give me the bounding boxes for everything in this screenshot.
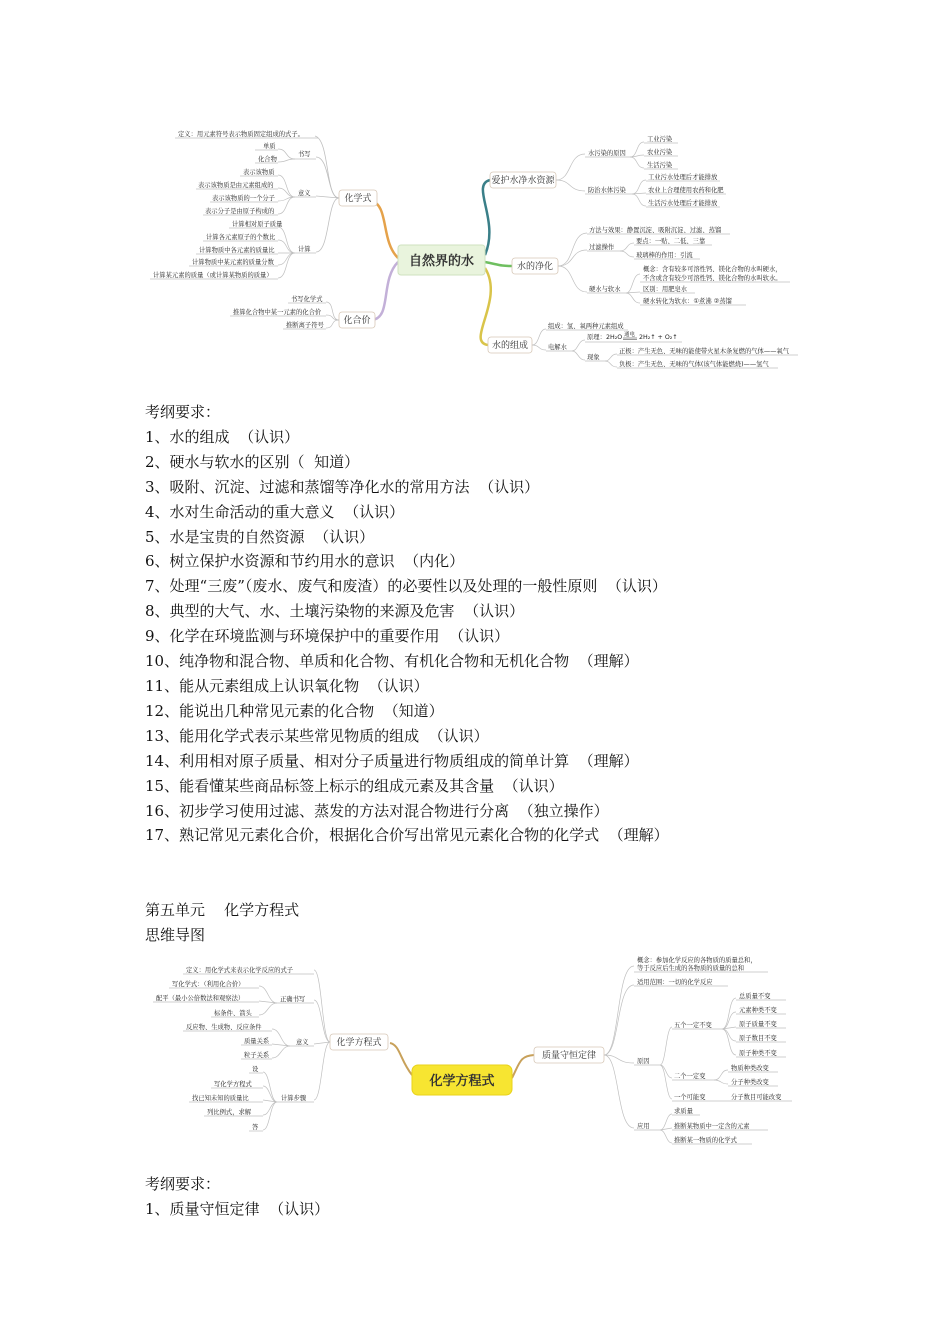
node-two-1: 物质种类改变: [731, 1065, 769, 1072]
requirement-item: 12、能说出几种常见元素的化合物 （知道）: [145, 701, 444, 720]
node-eq-meaning-1: 反应物、生成物、反应条件: [186, 1024, 262, 1031]
node-meaning-1: 表示该物质: [243, 169, 275, 176]
node-correct: 正确书写: [280, 996, 306, 1003]
node-pollution-1: 工业污染: [647, 136, 673, 143]
node-concept-1: 概念：含有较多可溶性钙、镁化合物的水叫硬水，: [643, 266, 782, 273]
node-element: 单质: [263, 143, 276, 150]
branch-protect: 爱护水净水资源: [491, 176, 555, 186]
node-two-change: 二个一定变: [674, 1073, 706, 1080]
branch-law: 质量守恒定律: [541, 1051, 597, 1061]
node-valence-2: 推算化合物中某一元素的化合价: [233, 309, 322, 316]
node-pollution-2: 农业污染: [647, 149, 673, 156]
center-label: 自然界的水: [408, 254, 475, 269]
node-calc-4: 计算物质中某元素的质量分数: [192, 259, 274, 266]
node-eq-meaning: 意义: [296, 1039, 309, 1046]
requirements-heading: 考纲要求：: [145, 403, 221, 421]
requirement-item: 11、能从元素组成上认识氧化物 （认识）: [145, 676, 429, 695]
node-methods: 方法与效果：静置沉淀、吸附沉淀、过滤、蒸馏: [589, 227, 722, 234]
node-maybe: 一个可能变: [674, 1094, 706, 1101]
node-steps: 计算步骤: [281, 1095, 307, 1102]
node-two-2: 分子种类改变: [731, 1079, 769, 1086]
node-calc-5: 计算某元素的质量（或计算某物质的质量）: [153, 272, 273, 279]
branch-equation: 化学方程式: [336, 1038, 382, 1048]
requirement-item: 1、质量守恒定律 （认识）: [145, 1199, 330, 1218]
node-five-4: 原子数目不变: [739, 1035, 777, 1042]
node-write: 书写: [298, 151, 311, 158]
node-meaning-2: 表示该物质是由元素组成的: [198, 182, 274, 189]
node-reason: 原因: [637, 1058, 650, 1065]
node-meaning-4: 表示分子是由原子构成的: [205, 208, 275, 215]
node-pollution-cause: 水污染的原因: [588, 150, 626, 157]
node-step-2: 写化学方程式: [214, 1081, 252, 1088]
node-valence-1: 书写化学式: [291, 296, 323, 303]
node-five-1: 总质量不变: [739, 993, 771, 1000]
node-law-scope: 适用范围：一切的化学反应: [637, 979, 713, 986]
node-maybe-1: 分子数目可能改变: [731, 1094, 782, 1101]
node-compound: 化合物: [258, 156, 277, 163]
requirement-item: 6、树立保护水资源和节约用水的意识 （内化）: [145, 552, 465, 571]
requirement-item: 2、硬水与软水的区别（ 知道）: [145, 452, 360, 471]
node-soften: 硬水转化为软水：①煮沸 ②蒸馏: [643, 298, 732, 305]
requirement-item: 5、水是宝贵的自然资源 （认识）: [145, 527, 375, 546]
node-filter: 过滤操作: [589, 244, 615, 251]
node-apply: 应用: [637, 1123, 650, 1130]
requirement-item: 16、初步学习使用过滤、蒸发的方法对混合物进行分离 （独立操作）: [145, 801, 609, 820]
requirement-item: 13、能用化学式表示某些常见物质的组成 （认识）: [145, 726, 489, 745]
node-hard-soft: 硬水与软水: [589, 286, 621, 293]
node-calc: 计算: [298, 246, 311, 253]
node-prevent-3: 生活污水处理后才能排放: [648, 200, 718, 207]
node-principle: 原理：: [587, 334, 606, 341]
branch-valence: 化合价: [343, 316, 371, 326]
node-distinguish: 区别：用肥皂水: [643, 286, 688, 293]
node-makeup: 组成：氢、氧两种元素组成: [548, 323, 624, 330]
mind-map-label: 思维导图: [145, 925, 206, 944]
node-correct-3: 标条件、箭头: [214, 1010, 252, 1017]
requirement-item: 7、处理“三废”（废水、废气和废渣）的必要性以及处理的一般性原则 （认识）: [145, 577, 667, 596]
requirement-item: 1、水的组成 （认识）: [145, 427, 300, 446]
branch-chem-formula: 化学式: [344, 194, 372, 204]
node-eq-definition: 定义：用化学式来表示化学反应的式子: [186, 967, 294, 974]
node-positive: 正极：产生无色、无味的能使带火星木条复燃的气体——氧气: [619, 348, 790, 355]
node-eq-meaning-2: 质量关系: [244, 1038, 270, 1045]
node-prevent-2: 农业上合理使用农药和化肥: [648, 187, 724, 194]
center-label-2: 化学方程式: [429, 1074, 495, 1089]
node-phenomenon: 现象: [587, 354, 600, 361]
equation-condition: 通电: [624, 332, 636, 338]
node-concept-2: 不含或含有较少可溶性钙、镁化合物的水叫软水。: [643, 275, 782, 282]
node-meaning: 意义: [298, 190, 311, 197]
node-valence-3: 推断离子符号: [286, 322, 324, 329]
exam-requirements-1: [145, 400, 669, 848]
node-prevent-1: 工业污水处理后才能排放: [648, 174, 718, 181]
branch-composition: 水的组成: [491, 341, 529, 351]
requirement-item: 10、纯净物和混合物、单质和化合物、有机化合物和无机化合物 （理解）: [145, 652, 639, 671]
requirements-heading-2: 考纲要求：: [145, 1175, 221, 1193]
node-step-3: 找已知未知的质量比: [192, 1095, 249, 1102]
mind-map-equation: [0, 950, 950, 1155]
node-calc-3: 计算物质中各元素的质量比: [199, 247, 275, 254]
requirement-item: 3、吸附、沉淀、过滤和蒸馏等净化水的常用方法 （认识）: [145, 477, 540, 496]
unit5-heading: [145, 898, 299, 948]
node-correct-2: 配平（最小公倍数法和观察法）: [156, 995, 245, 1002]
node-pollution-3: 生活污染: [647, 162, 673, 169]
node-prevent: 防治水体污染: [588, 187, 626, 194]
exam-requirements-2: [145, 1172, 329, 1222]
node-definition: 定义：用元素符号表示物质固定组成的式子。: [178, 131, 304, 138]
node-calc-2: 计算各元素原子的个数比: [206, 234, 276, 241]
equation-left: 2H₂O: [606, 334, 623, 341]
node-apply-1: 求质量: [674, 1108, 693, 1115]
unit-title: 第五单元 化学方程式: [145, 901, 300, 919]
node-electrolysis: 电解水: [548, 344, 567, 351]
node-five-5: 原子种类不变: [739, 1050, 777, 1057]
node-eq-meaning-3: 粒子关系: [244, 1052, 270, 1059]
node-meaning-3: 表示该物质的一个分子: [212, 195, 275, 202]
requirement-item: 9、化学在环境监测与环境保护中的重要作用 （认识）: [145, 627, 510, 646]
node-correct-1: 写化学式：（利用化合价）: [172, 981, 245, 988]
node-five-2: 元素种类不变: [739, 1007, 777, 1014]
mind-map-water: [0, 0, 950, 390]
node-law-concept-2: 等于反应后生成的各物质的质量的总和: [637, 965, 745, 972]
node-filter-1: 要点：一贴、二低、三靠: [636, 238, 706, 245]
node-calc-1: 计算相对原子质量: [232, 221, 283, 228]
node-step-1: 设: [252, 1066, 259, 1073]
node-apply-3: 推断某一物质的化学式: [674, 1137, 737, 1144]
node-filter-2: 玻璃棒的作用：引流: [636, 252, 693, 259]
requirement-item: 4、水对生命活动的重大意义 （认识）: [145, 502, 405, 521]
node-negative: 负极：产生无色、无味的气体(该气体能燃烧)——氢气: [619, 361, 769, 368]
requirement-item: 8、典型的大气、水、土壤污染物的来源及危害 （认识）: [145, 602, 525, 621]
requirement-item: 17、熟记常见元素化合价，根据化合价写出常见元素化合物的化学式 （理解）: [145, 826, 669, 845]
branch-purify: 水的净化: [516, 262, 554, 272]
requirement-item: 14、利用相对原子质量、相对分子质量进行物质组成的简单计算 （理解）: [145, 751, 639, 770]
node-step-5: 答: [252, 1124, 259, 1131]
node-five-const: 五个一定不变: [674, 1022, 712, 1029]
requirement-item: 15、能看懂某些商品标签上标示的组成元素及其含量 （认识）: [145, 776, 564, 795]
node-five-3: 原子质量不变: [739, 1021, 777, 1028]
node-law-concept-1: 概念：参加化学反应的各物质的质量总和，: [637, 957, 757, 964]
node-step-4: 列比例式，求解: [207, 1109, 252, 1116]
node-apply-2: 推断某物质中一定含的元素: [674, 1123, 750, 1130]
equation-right: 2H₂↑ + O₂↑: [639, 334, 678, 341]
